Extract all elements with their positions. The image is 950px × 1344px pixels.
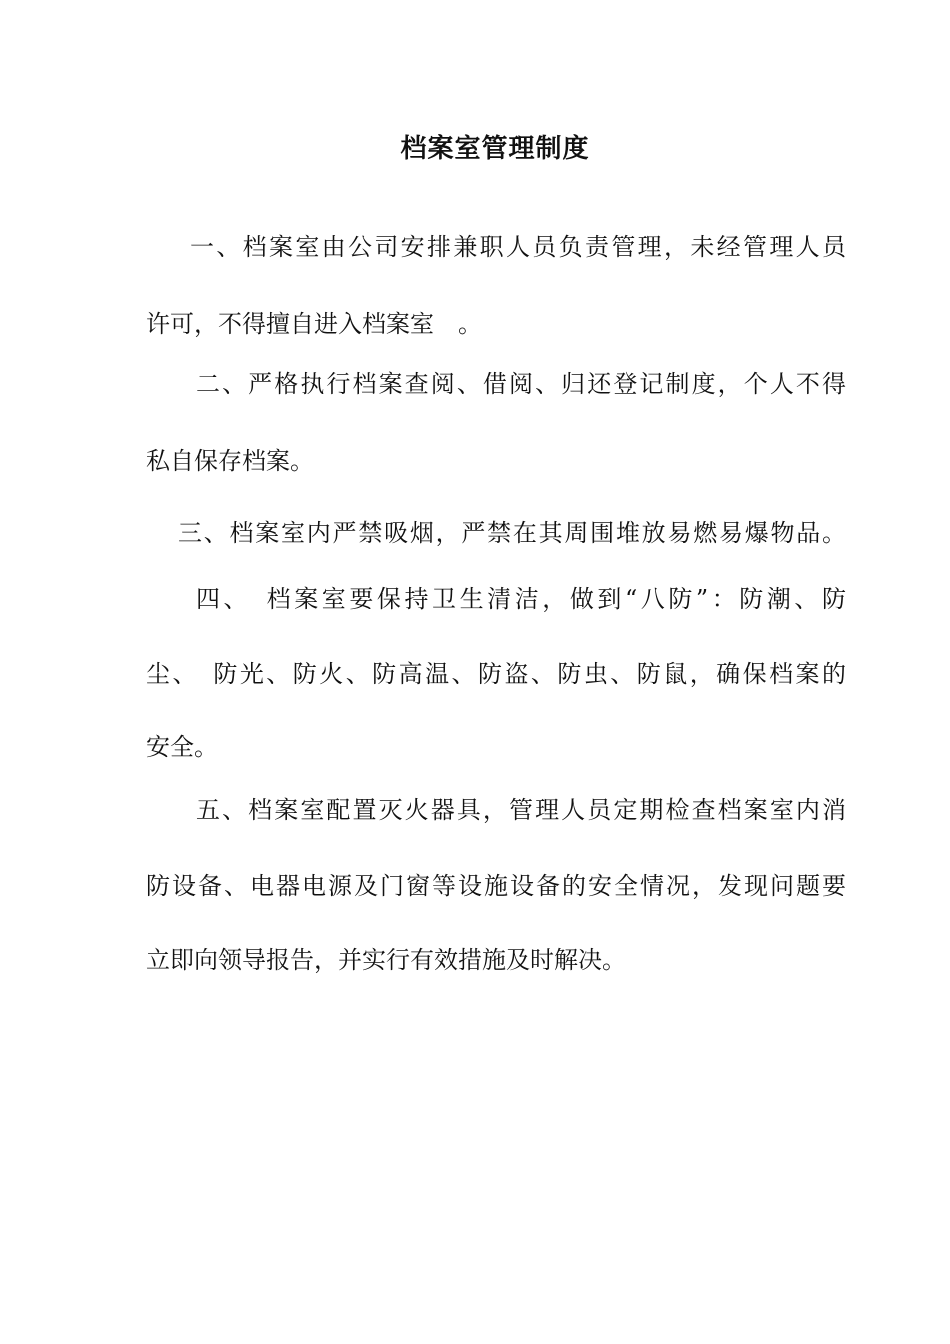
text-line-9: 五、档案室配置灭火器具，管理人员定期检查档案室内消 xyxy=(196,796,846,824)
text-line-2: 许可，不得擅自进入档案室 。 xyxy=(146,310,482,338)
text-line-5: 三、档案室内严禁吸烟，严禁在其周围堆放易燃易爆物品。 xyxy=(178,519,846,547)
text-line-4: 私自保存档案。 xyxy=(146,447,314,475)
document-title: 档案室管理制度 xyxy=(400,134,590,164)
text-line-10: 防设备、电器电源及门窗等设施设备的安全情况，发现问题要 xyxy=(146,872,846,900)
text-line-11: 立即向领导报告，并实行有效措施及时解决。 xyxy=(146,946,626,974)
text-line-3: 二、严格执行档案查阅、借阅、归还登记制度，个人不得 xyxy=(196,370,846,398)
text-line-7: 尘、 防光、防火、防高温、防盗、防虫、防鼠，确保档案的 xyxy=(146,660,846,688)
text-line-6: 四、 档案室要保持卫生清洁，做到“八防”：防潮、防 xyxy=(196,585,846,613)
text-line-1: 一、档案室由公司安排兼职人员负责管理，未经管理人员 xyxy=(190,233,846,261)
text-line-8: 安全。 xyxy=(146,733,218,761)
